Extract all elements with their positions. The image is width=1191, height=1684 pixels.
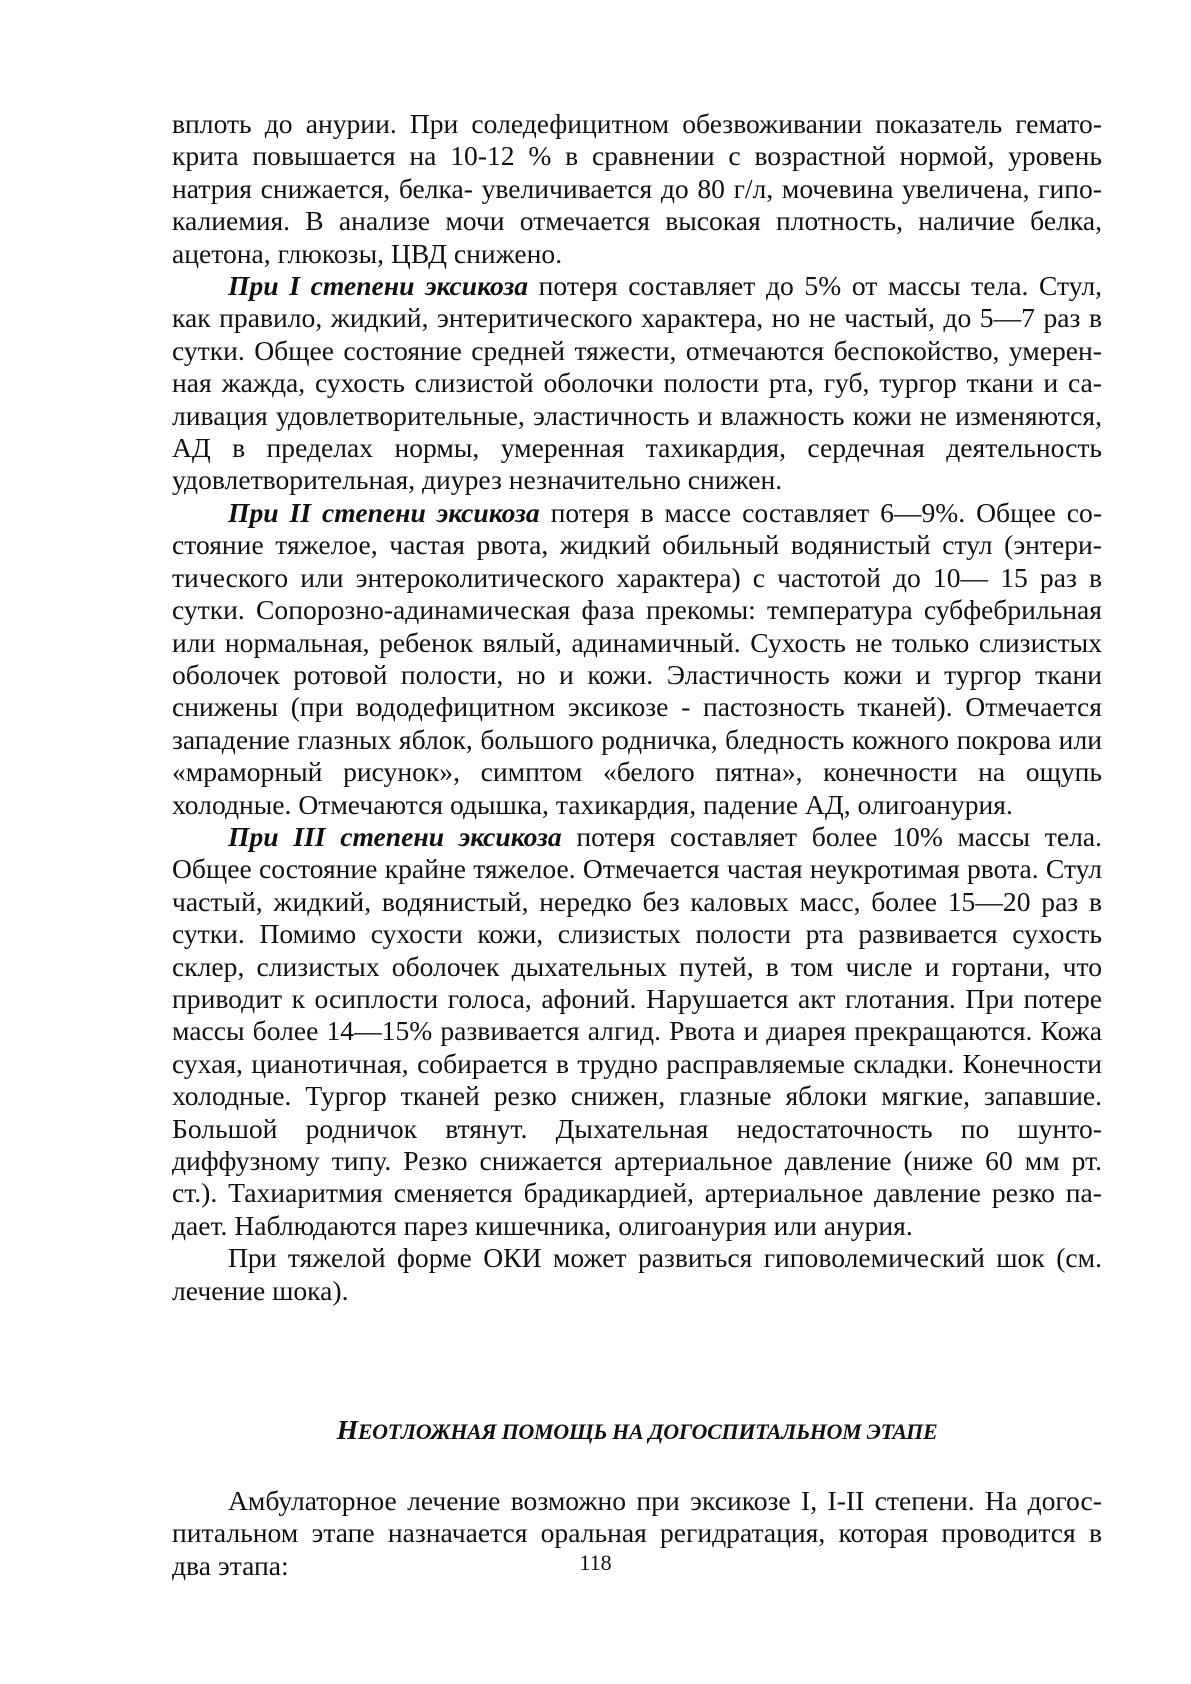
paragraph-lead: При I степени эксикоза <box>228 270 529 302</box>
paragraph-text: потеря составляет до 5% от массы тела. Стул, как правило, жидкий, энтеритического характера, но не частый, до 5—7 раз в сутки. Общее состояние средней тяжести, отмечаются беспокойство, умеренная жажда, сухость слизистой оболочки полости рта, губ, тургор ткани и саливация удовлетворительные, эластичность и влажность кожи не изменяются, АД в пределах нормы, умеренная тахикардия, сердечная деятельность удовлетворительная, диурез незначительно снижен. <box>172 270 1102 496</box>
page-number: 118 <box>579 1550 612 1575</box>
page-body <box>172 108 1102 1582</box>
section-heading-rest: ЕОТЛОЖНАЯ ПОМОЩЬ НА ДОГОСПИТАЛЬНОМ ЭТАПЕ <box>357 1419 938 1445</box>
paragraph-lead: При II степени эксикоза <box>228 496 540 528</box>
paragraph-lead: При III степени эксикоза <box>228 820 562 852</box>
paragraph-exsicosis-degree-2 <box>172 497 1102 821</box>
section-heading-initial: Н <box>336 1414 358 1446</box>
paragraph-outpatient-treatment: Амбулаторное лечение возможно при эксикозе I, I-II степени. На догоспитальном этапе назначается оральная регидратация, которая проводится в два этапа: <box>172 1485 1102 1581</box>
paragraph-exsicosis-degree-1 <box>172 270 1102 497</box>
paragraph-exsicosis-degree-3 <box>172 821 1102 1242</box>
paragraph-continuation: вплоть до анурии. При соледефицитном обезвоживании показатель гематокрита повышается на 10-12 % в сравнении с возрастной нормой, уровень натрия снижается, белка- увеличивается до 80 г/л, мочевина увеличена, гипокалиемия. В анализе мочи отмечается высокая плотность, наличие белка, ацетона, глюкозы, ЦВД снижено. <box>172 108 1102 269</box>
paragraph-text: потеря в массе составляет 6—9%. Общее состояние тяжелое, частая рвота, жидкий обильный водянистый стул (энтеритического или энтероколитического характера) с частотой до 10— 15 раз в сутки. Сопорозно-адинамическая фаза прекомы: температура субфебрильная или нормальная, ребенок вялый, адинамичный. Сухость не только слизистых оболочек ротовой полости, но и кожи. Эластичность кожи и тургор ткани снижены (при вододефицитном эксикозе - пастозность тканей). Отмечается западение глазных яблок, большого родничка, бледность кожного покрова или «мраморный рисунок», симптом «белого пятна», конечности на ощупь холодные. Отмечаются одышка, тахикардия, падение АД, олигоанурия. <box>172 496 1103 820</box>
section-heading <box>172 1415 1102 1447</box>
paragraph-shock-note: При тяжелой форме ОКИ может развиться гиповолемический шок (см. лечение шока). <box>172 1242 1102 1306</box>
paragraph-text: потеря составляет более 10% массы тела. Общее состояние крайне тяжелое. Отмечается частая неукротимая рвота. Стул частый, жидкий, водянистый, нередко без каловых масс, более 15—20 раз в сутки. Помимо сухости кожи, слизистых полости рта развивается сухость склер, слизистых оболочек дыхательных путей, в том числе и гортани, что приводит к осиплости голоса, афоний. Нарушается акт глотания. При потере массы более 14—15% развивается алгид. Рвота и диарея прекращаются. Кожа сухая, цианотичная, собирается в трудно расправляемые складки. Конечности холодные. Тургор тканей резко снижен, глазные яблоки мягкие, запавшие. Большой родничок втянут. Дыхательная недостаточность по шунто-диффузному типу. Резко снижается артериальное давление (ниже 60 мм рт. ст.). Тахиаритмия сменяется брадикардией, артериальное давление резко падает. Наблюдаются парез кишечника, олигоанурия или анурия. <box>172 820 1102 1241</box>
